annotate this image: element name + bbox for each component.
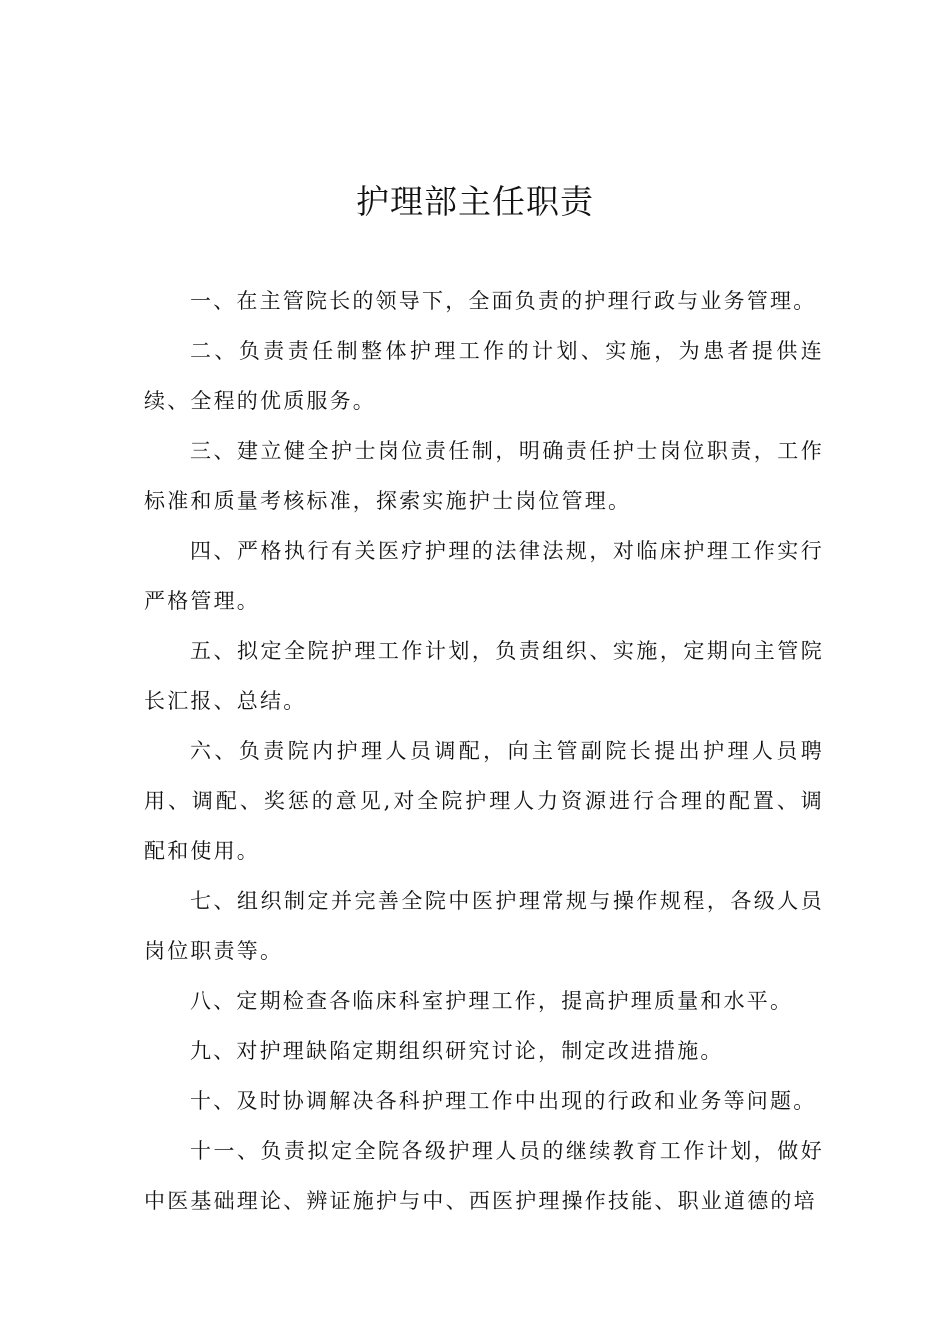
duty-paragraph-6: 六、负责院内护理人员调配，向主管副院长提出护理人员聘用、调配、奖惩的意见,对全院护理人力资源进行合理的配置、调配和使用。: [144, 739, 824, 863]
duty-paragraph-7: 七、组织制定并完善全院中医护理常规与操作规程，各级人员岗位职责等。: [144, 889, 824, 963]
duty-paragraph-5: 五、拟定全院护理工作计划，负责组织、实施，定期向主管院长汇报、总结。: [144, 639, 824, 713]
document-body: [144, 276, 824, 1226]
document-title: 护理部主任职责: [356, 182, 594, 221]
duty-paragraph-3: 三、建立健全护士岗位责任制，明确责任护士岗位职责，工作标准和质量考核标准，探索实施护士岗位管理。: [144, 439, 824, 513]
duty-paragraph-8: 八、定期检查各临床科室护理工作，提高护理质量和水平。: [190, 989, 794, 1013]
duty-paragraph-1: 一、在主管院长的领导下，全面负责的护理行政与业务管理。: [190, 289, 817, 313]
duty-paragraph-10: 十、及时协调解决各科护理工作中出现的行政和业务等问题。: [190, 1089, 817, 1113]
duty-paragraph-11: 十一、负责拟定全院各级护理人员的继续教育工作计划，做好中医基础理论、辨证施护与中、西医护理操作技能、职业道德的培: [144, 1139, 824, 1213]
duty-paragraph-9: 九、对护理缺陷定期组织研究讨论，制定改进措施。: [190, 1039, 724, 1063]
duty-paragraph-2: 二、负责责任制整体护理工作的计划、实施，为患者提供连续、全程的优质服务。: [144, 339, 824, 413]
duty-paragraph-4: 四、严格执行有关医疗护理的法律法规，对临床护理工作实行严格管理。: [144, 539, 824, 613]
